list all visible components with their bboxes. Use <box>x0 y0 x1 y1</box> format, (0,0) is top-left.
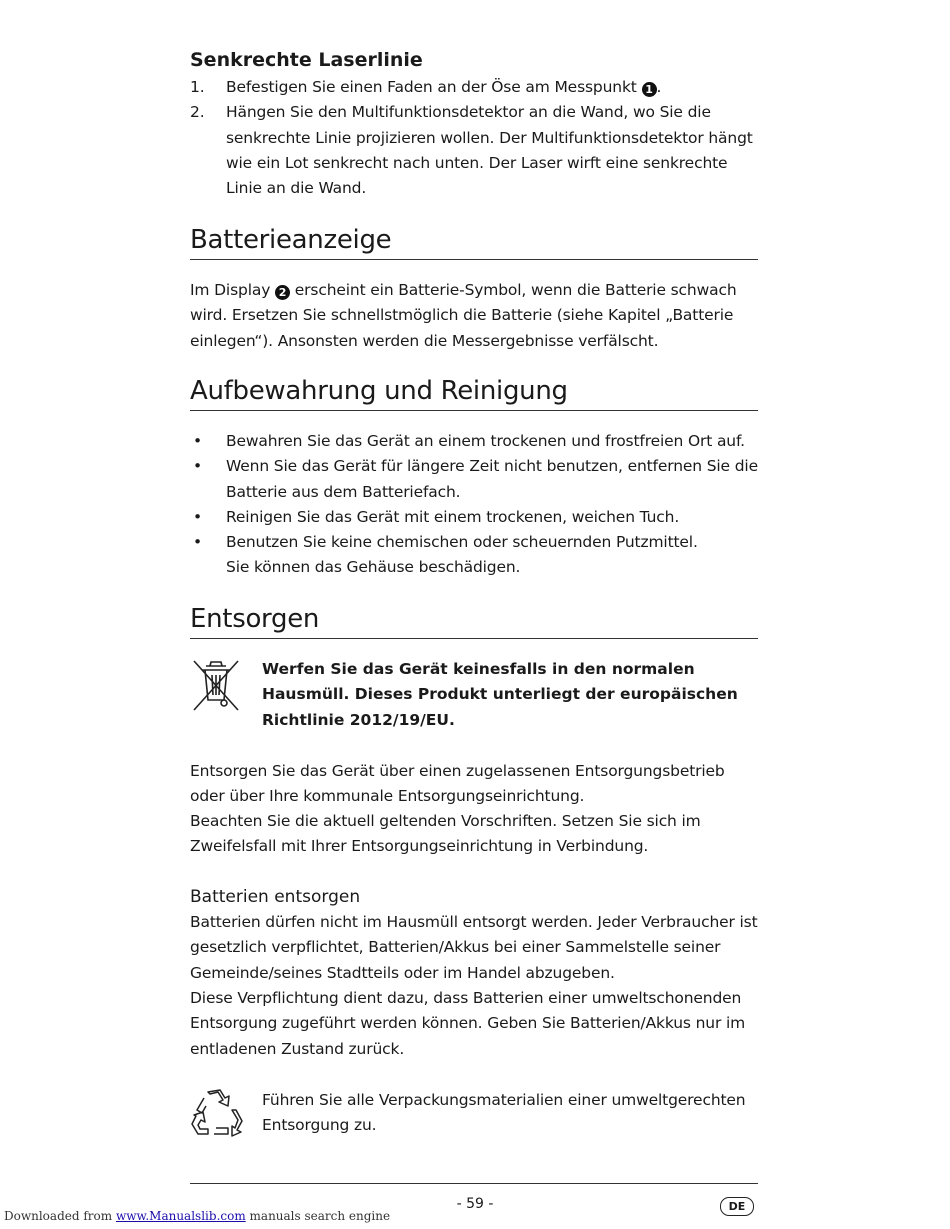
battery-disposal-paragraph-2: Diese Verpflichtung dient dazu, dass Batterien einer umweltschonenden Entsorgung zugeführt werden können. Geben Sie Batterien/Akkus nur im entladenen Zustand zurück. <box>190 989 746 1058</box>
recycling-text: Führen Sie alle Verpackungsmaterialien einer umweltgerechten Entsorgung zu. <box>262 1091 746 1135</box>
bullet-dot: • <box>193 507 202 526</box>
heading-battery-disposal: Batterien entsorgen <box>190 887 361 907</box>
step-text-end: . <box>656 78 662 96</box>
list-item <box>190 505 758 530</box>
heading-vertical-laser-line: Senkrechte Laserlinie <box>190 49 423 71</box>
page-number: - 59 - <box>456 1196 494 1212</box>
bullet-dot: • <box>193 457 202 476</box>
footer-divider <box>190 1183 758 1184</box>
weee-notice <box>190 657 758 733</box>
download-notice <box>4 1209 390 1223</box>
recycling-icon <box>190 1088 244 1140</box>
recycling-notice <box>190 1088 758 1144</box>
heading-disposal: Entsorgen <box>190 603 758 639</box>
bullet-dot: • <box>193 432 202 450</box>
download-prefix: Downloaded from <box>4 1209 113 1223</box>
list-item <box>190 429 758 454</box>
list-item <box>190 75 758 100</box>
language-badge: DE <box>720 1197 754 1216</box>
heading-storage-cleaning: Aufbewahrung und Reinigung <box>190 375 758 411</box>
disposal-paragraph-1: Entsorgen Sie das Gerät über einen zugelassenen Entsorgungsbetrieb oder über Ihre kommunale Entsorgungseinrichtung. <box>190 762 725 806</box>
heading-battery-indicator: Batterieanzeige <box>190 224 758 260</box>
bullet-text: Reinigen Sie das Gerät mit einem trockenen, weichen Tuch. <box>226 507 680 526</box>
bullet-text: Wenn Sie das Gerät für längere Zeit nicht benutzen, entfernen Sie die Batterie aus dem Batteriefach. <box>226 457 758 501</box>
weee-warning-text: Werfen Sie das Gerät keinesfalls in den normalen Hausmüll. Dieses Produkt unterliegt der europäischen Richtlinie 2012/19/EU. <box>262 660 738 729</box>
list-item <box>190 454 758 505</box>
storage-bullets <box>190 429 758 581</box>
list-item <box>190 100 758 201</box>
disposal-paragraph-2: Beachten Sie die aktuell geltenden Vorschriften. Setzen Sie sich im Zweifelsfall mit Ihrer Entsorgungseinrichtung in Verbindung. <box>190 812 701 856</box>
bullet-dot: • <box>193 533 202 552</box>
step-number: 2. <box>190 103 205 122</box>
step-text: Befestigen Sie einen Faden an der Öse am Messpunkt <box>226 78 637 96</box>
manualslib-link[interactable]: www.Manualslib.com <box>115 1209 246 1223</box>
paragraph-text: Im Display <box>190 281 271 299</box>
battery-disposal-paragraph-1: Batterien dürfen nicht im Hausmüll entsorgt werden. Jeder Verbraucher ist gesetzlich verpflichtet, Batterien/Akkus bei einer Sammelstelle seiner Gemeinde/seines Stadtteils oder im Handel abzugeben. <box>190 913 758 982</box>
bullet-text-continued: Sie können das Gehäuse beschädigen. <box>226 558 521 577</box>
crossed-out-bin-icon <box>190 657 242 713</box>
battery-indicator-paragraph <box>190 278 758 354</box>
bullet-text: Benutzen Sie keine chemischen oder scheuernden Putzmittel. <box>226 533 698 552</box>
download-suffix: manuals search engine <box>249 1209 391 1223</box>
step-number: 1. <box>190 78 205 96</box>
steps-list <box>190 75 758 201</box>
bullet-text: Bewahren Sie das Gerät an einem trockenen und frostfreien Ort auf. <box>226 432 745 450</box>
paragraph-text: erscheint ein Batterie-Symbol, wenn die Batterie schwach wird. Ersetzen Sie schnellstmöglich die Batterie (siehe Kapitel „Batterie einlegen“). Ansonsten werden die Messergebnisse verfälscht. <box>190 281 737 350</box>
list-item <box>190 530 758 581</box>
callout-marker: 2 <box>275 285 290 300</box>
step-text: Hängen Sie den Multifunktionsdetektor an die Wand, wo Sie die senkrechte Linie projizieren wollen. Der Multifunktionsdetektor hängt wie ein Lot senkrecht nach unten. Der Laser wirft eine senkrechte Linie an die Wand. <box>226 103 753 198</box>
callout-marker: 1 <box>642 82 657 97</box>
